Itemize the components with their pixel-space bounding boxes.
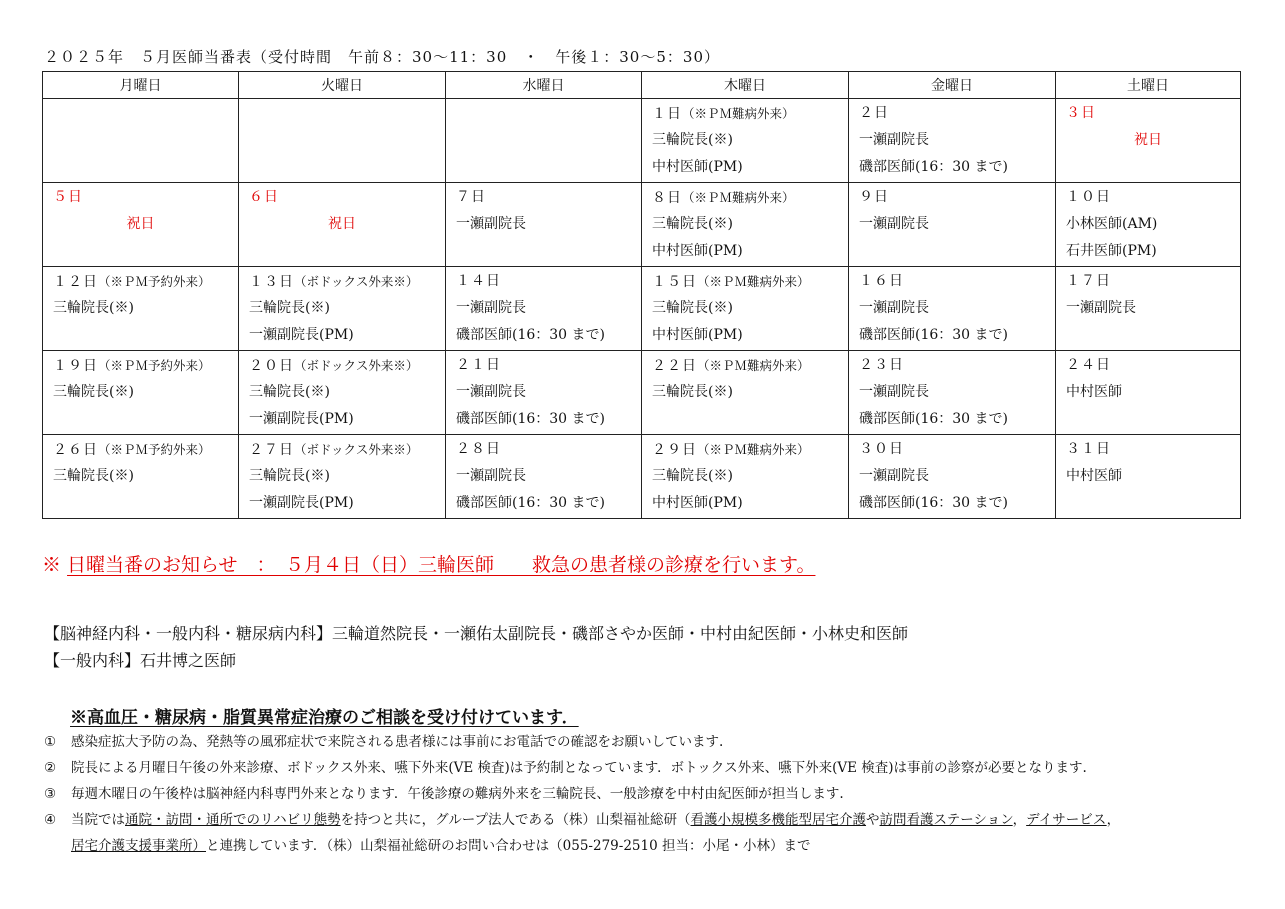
week-row [43,435,1241,519]
day-date [1066,355,1240,382]
date-number: ２３日 [859,357,904,373]
day-date [53,439,238,466]
day-cell [239,183,446,267]
note-number: ③ [44,786,57,802]
clinic-note: （ボドックス外来※） [294,274,419,289]
date-number: ２０日 [249,358,294,374]
day-cell [43,99,239,183]
doctor-entry: 一瀬副院長 [859,216,929,232]
day-date [456,355,641,382]
day-cell [1056,351,1241,435]
schedule-table [42,71,1241,519]
day-date [859,271,1055,298]
weekday-header: 木曜日 [642,72,849,99]
day-cell [43,183,239,267]
doctor-entry: 石井医師(PM) [1066,243,1157,259]
doctor-entry: 一瀬副院長(PM) [249,327,354,343]
doctor-entry: 一瀬副院長(PM) [249,411,354,427]
doctor-entry: 中村医師(PM) [652,495,743,511]
day-date [1066,439,1240,466]
day-date [652,187,848,214]
doctor-entry: 一瀬副院長(PM) [249,495,354,511]
day-date [859,187,1055,214]
clinic-note: （※ＰＭ難病外来） [682,190,795,205]
day-cell [642,435,849,519]
holiday-label: 祝日 [1134,132,1162,148]
date-number: ２８日 [456,441,501,457]
date-number: １７日 [1066,273,1111,289]
day-cell [446,267,642,351]
date-number: ８日 [652,190,682,206]
day-cell [446,183,642,267]
week-row [43,99,1241,183]
date-number: １０日 [1066,189,1111,205]
note-number: ④ [44,812,57,828]
department-general: 【一般内科】石井博之医師 [44,651,237,670]
department-neuro: 【脳神経内科・一般内科・糖尿病内科】三輪道然院長・一瀬佑太副院長・磯部さやか医師・中村由紀医師・小林史和医師 [44,624,909,643]
doctor-entry: 磯部医師(16：30 まで) [859,159,1009,175]
day-cell [849,267,1056,351]
doctor-entry: 磯部医師(16：30 まで) [859,411,1009,427]
day-cell [239,267,446,351]
date-number: ３０日 [859,441,904,457]
doctor-entry: 中村医師(PM) [652,159,743,175]
date-number: ２６日 [53,442,98,458]
day-date [1066,271,1240,298]
doctor-entry: 三輪院長(※) [652,384,733,400]
note-phrase: ， [1106,812,1121,828]
doctor-entry: 三輪院長(※) [53,300,134,316]
weekday-header: 水曜日 [446,72,642,99]
doctor-entry: 三輪院長(※) [652,300,733,316]
notes-list [44,729,1254,859]
day-date [652,271,848,298]
underlined-phrase: 居宅介護支援事業所） [71,838,206,854]
day-date [859,439,1055,466]
consult-heading: ※高血圧・糖尿病・脂質異常症治療のご相談を受け付けています． [70,708,579,728]
doctor-entry: 磯部医師(16：30 まで) [456,411,606,427]
day-cell [849,351,1056,435]
date-number: １３日 [249,274,294,290]
weekday-header: 月曜日 [43,72,239,99]
day-date [456,271,641,298]
day-date [652,103,848,130]
date-number: ２２日 [652,358,697,374]
note-text [71,833,1254,859]
date-number: １９日 [53,358,98,374]
day-cell [446,99,642,183]
underlined-phrase: 通院・訪問・通所でのリハビリ態勢 [125,812,341,828]
day-date [249,187,445,214]
date-number: ２４日 [1066,357,1111,373]
clinic-note: （※ＰＭ予約外来） [98,274,211,289]
doctor-entry: 磯部医師(16：30 まで) [456,495,606,511]
notice-text: 日曜当番のお知らせ ： ５月４日（日）三輪医師 救急の患者様の診療を行います。 [67,554,816,576]
doctor-entry: 一瀬副院長 [456,216,526,232]
note-item [44,755,1254,781]
note-phrase: ， [1012,812,1027,828]
date-number: ５日 [53,189,83,205]
doctor-entry: 三輪院長(※) [249,384,330,400]
day-date [652,355,848,382]
doctor-entry: 三輪院長(※) [53,468,134,484]
underlined-phrase: デイサービス [1026,812,1107,828]
doctor-entry: 磯部医師(16：30 まで) [456,327,606,343]
day-date [1066,103,1240,130]
weekday-header: 土曜日 [1056,72,1241,99]
sunday-notice [42,550,815,577]
doctor-entry: 中村医師 [1066,384,1122,400]
note-item [44,833,1254,859]
day-cell [43,267,239,351]
date-number: ２日 [859,105,889,121]
day-cell [1056,183,1241,267]
note-item [44,807,1254,833]
notice-mark: ※ [42,554,68,576]
day-date [53,271,238,298]
day-date [53,355,238,382]
doctor-entry: 一瀬副院長 [456,300,526,316]
day-cell [1056,435,1241,519]
doctor-entry: 磯部医師(16：30 まで) [859,495,1009,511]
doctor-entry: 三輪院長(※) [652,216,733,232]
clinic-note: （ボドックス外来※） [294,442,419,457]
doctor-entry: 小林医師(AM) [1066,216,1158,232]
doctor-entry: 中村医師(PM) [652,327,743,343]
doctor-entry: 中村医師(PM) [652,243,743,259]
day-cell [642,267,849,351]
date-number: ２９日 [652,442,697,458]
doctor-entry: 一瀬副院長 [456,468,526,484]
day-date [249,355,445,382]
day-cell [1056,267,1241,351]
department-list [44,620,908,674]
date-number: ３１日 [1066,441,1111,457]
doctor-entry: 一瀬副院長 [456,384,526,400]
note-phrase: や [866,812,880,828]
doctor-entry: 一瀬副院長 [859,132,929,148]
date-number: １日 [652,106,682,122]
day-date [249,271,445,298]
underlined-phrase: 訪問看護ステーション [879,812,1013,828]
doctor-entry: 三輪院長(※) [652,132,733,148]
day-cell [642,99,849,183]
note-phrase: を持つと共に，グループ法人である（株）山梨福祉総研（ [340,812,691,828]
weekday-header: 金曜日 [849,72,1056,99]
clinic-note: （※ＰＭ予約外来） [98,358,211,373]
note-text: 感染症拡大予防の為、発熱等の風邪症状で来院される患者様には事前にお電話での確認をお願いしています. [71,734,724,750]
day-cell [1056,99,1241,183]
date-number: ９日 [859,189,889,205]
date-number: １６日 [859,273,904,289]
note-number: ① [44,734,57,750]
day-cell [239,99,446,183]
doctor-entry: 一瀬副院長 [859,468,929,484]
day-date [1066,187,1240,214]
day-cell [849,183,1056,267]
doctor-entry: 一瀬副院長 [859,300,929,316]
week-row [43,267,1241,351]
date-number: ３日 [1066,105,1096,121]
date-number: １２日 [53,274,98,290]
clinic-note: （※ＰＭ難病外来） [697,358,810,373]
day-cell [642,351,849,435]
note-text: 院長による月曜日午後の外来診療、ボドックス外来、嚥下外来(VE 検査)は予約制となっています．ボトックス外来、嚥下外来(VE 検査)は事前の診察が必要となります. [71,760,1087,776]
week-row [43,351,1241,435]
day-cell [849,99,1056,183]
holiday-label: 祝日 [328,216,356,232]
date-number: １４日 [456,273,501,289]
note-text: 毎週木曜日の午後枠は脳神経内科専門外来となります．午後診療の難病外来を三輪院長、一般診療を中村由紀医師が担当します. [71,786,844,802]
day-date [859,355,1055,382]
doctor-entry: 三輪院長(※) [53,384,134,400]
clinic-note: （ボドックス外来※） [294,358,419,373]
doctor-entry: 磯部医師(16：30 まで) [859,327,1009,343]
clinic-note: （※ＰＭ難病外来） [682,106,795,121]
day-date [456,187,641,214]
doctor-entry: 三輪院長(※) [652,468,733,484]
note-number [44,833,71,859]
doctor-entry: 三輪院長(※) [249,468,330,484]
weekday-header: 火曜日 [239,72,446,99]
page-title: ２０２５年 ５月医師当番表（受付時間 午前８：30〜11：30 ・ 午後１：30〜5：30） [44,48,720,66]
day-date [859,103,1055,130]
day-date [53,187,238,214]
weekday-header-row [43,72,1241,99]
day-date [249,439,445,466]
day-cell [446,351,642,435]
note-number: ② [44,760,57,776]
clinic-note: （※ＰＭ難病外来） [697,442,810,457]
date-number: １５日 [652,274,697,290]
date-number: ６日 [249,189,279,205]
doctor-entry: 一瀬副院長 [1066,300,1136,316]
week-row [43,183,1241,267]
day-cell [43,435,239,519]
note-item [44,729,1254,755]
day-cell [239,351,446,435]
note-item [44,781,1254,807]
doctor-entry: 三輪院長(※) [249,300,330,316]
doctor-entry: 中村医師 [1066,468,1122,484]
day-date [456,439,641,466]
note-phrase: 当院では [71,812,125,828]
note-text [71,807,1254,833]
day-cell [43,351,239,435]
day-cell [239,435,446,519]
holiday-label: 祝日 [126,216,155,232]
date-number: ７日 [456,189,486,205]
note-phrase: と連携しています．（株）山梨福祉総研のお問い合わせは（055-279-2510 担当：小尾・小林）まで [206,838,811,854]
underlined-phrase: 看護小規模多機能型居宅介護 [690,812,867,828]
date-number: ２７日 [249,442,294,458]
day-date [652,439,848,466]
date-number: ２１日 [456,357,501,373]
doctor-entry: 一瀬副院長 [859,384,929,400]
clinic-note: （※ＰＭ予約外来） [98,442,211,457]
clinic-note: （※ＰＭ難病外来） [697,274,810,289]
day-cell [642,183,849,267]
day-cell [446,435,642,519]
day-cell [849,435,1056,519]
